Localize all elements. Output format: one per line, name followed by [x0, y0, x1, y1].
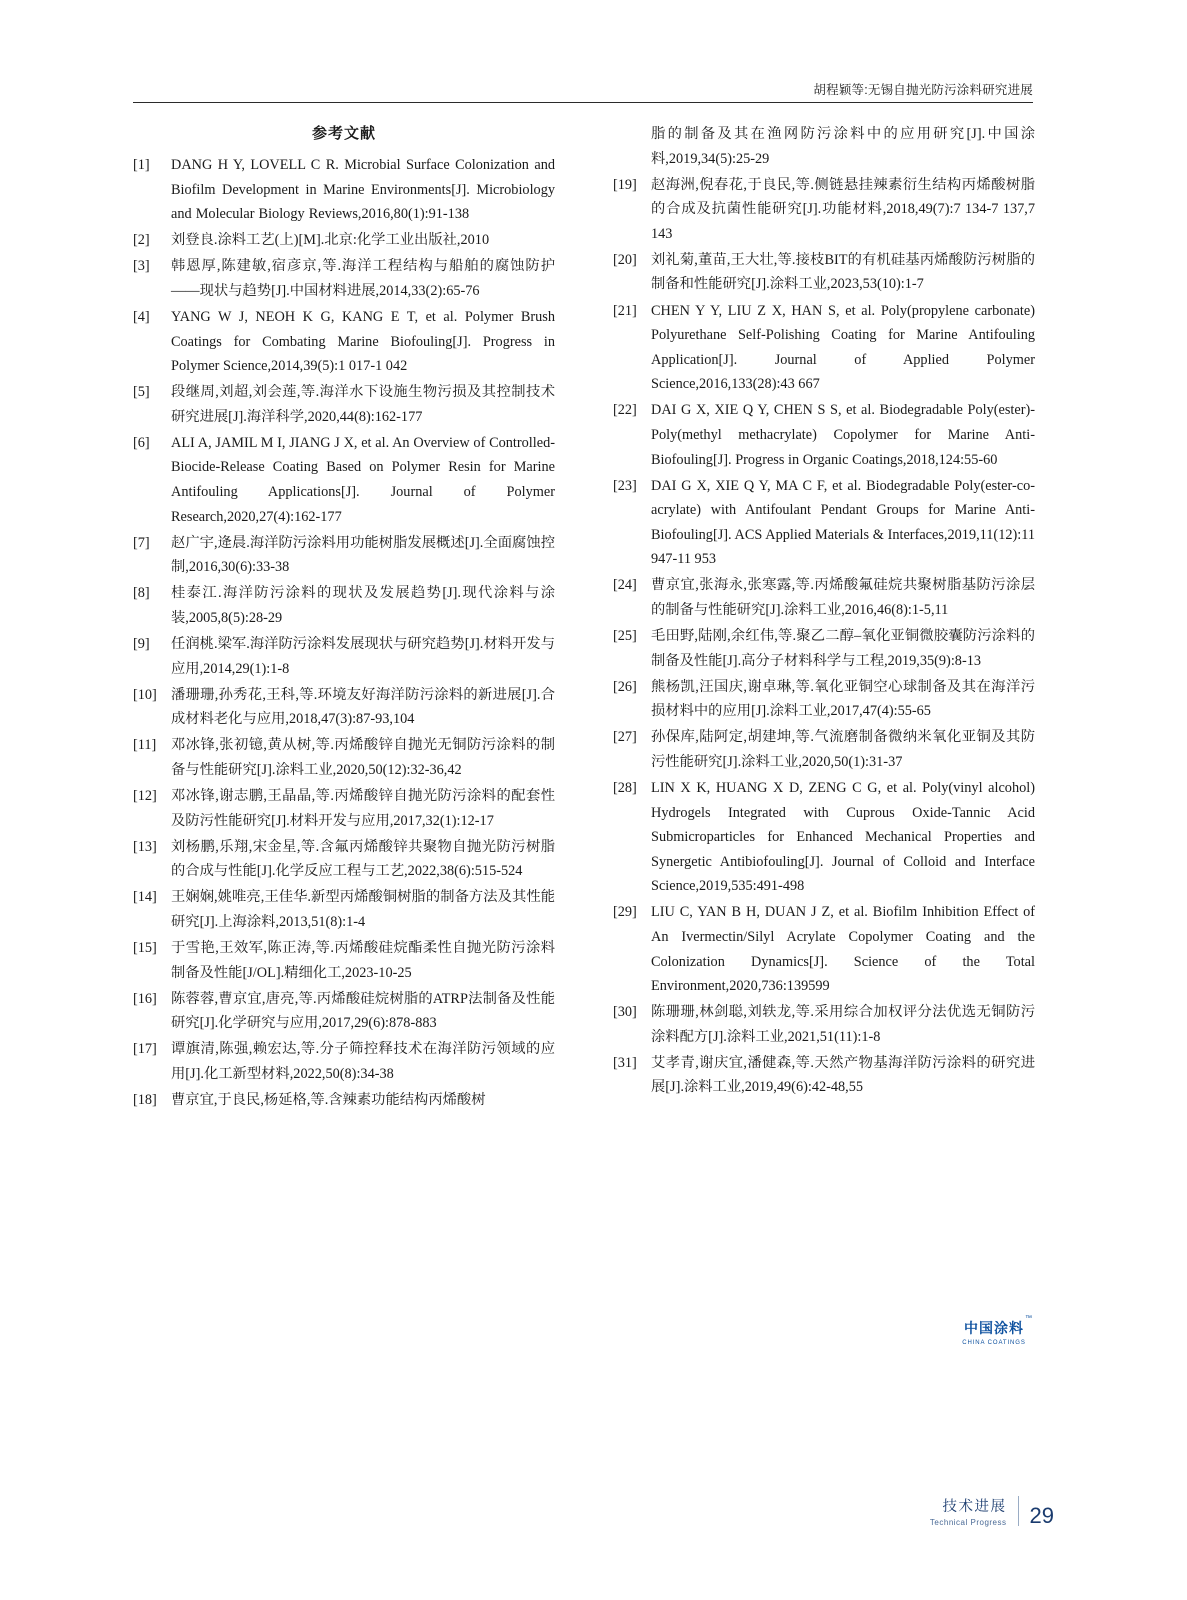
reference-text: LIU C, YAN B H, DUAN J Z, et al. Biofilm Inhibition Effect of An Ivermectin/Silyl Acrylate Copolymer Coating and the Colonization Dynamics[J]. Science of the Total Environment,2020,736:139599: [651, 904, 1035, 995]
reference-number: [24]: [613, 577, 637, 594]
reference-text: 毛田野,陆刚,余红伟,等.聚乙二醇–氧化亚铜微胶囊防污涂料的制备及性能[J].高分子材料科学与工程,2019,35(9):8-13: [651, 628, 1035, 669]
footer-section-en: Technical Progress: [929, 1518, 1007, 1527]
publisher-logo: [955, 1315, 1033, 1346]
reference-item: [613, 675, 1035, 724]
reference-item: [613, 900, 1035, 998]
reference-number: [13]: [133, 838, 157, 855]
reference-item: [133, 683, 555, 732]
reference-number: [15]: [133, 939, 157, 956]
reference-text: 曹京宜,张海永,张寒露,等.丙烯酸氟硅烷共聚树脂基防污涂层的制备与性能研究[J].涂料工业,2016,46(8):1-5,11: [651, 577, 1035, 618]
reference-number: [22]: [613, 402, 637, 419]
reference-text: 刘登良.涂料工艺(上)[M].北京:化学工业出版社,2010: [171, 232, 490, 249]
reference-item: [133, 987, 555, 1036]
reference-number: [11]: [133, 737, 157, 754]
reference-number: [1]: [133, 157, 150, 173]
reference-item: [613, 398, 1035, 472]
reference-item: [133, 431, 555, 529]
footer-section-labels: [930, 1498, 1007, 1528]
reference-number: [16]: [133, 990, 157, 1007]
reference-number: [25]: [613, 628, 637, 645]
page-footer: [930, 1496, 1054, 1528]
reference-number: [12]: [133, 787, 157, 804]
reference-item: [133, 305, 555, 379]
reference-text: 潘珊珊,孙秀花,王科,等.环境友好海洋防污涂料的新进展[J].合成材料老化与应用,2018,47(3):87-93,104: [171, 686, 555, 728]
references-heading: 参考文献: [311, 125, 376, 142]
reference-item: [613, 248, 1035, 297]
reference-text: 邓冰锋,张初镱,黄从树,等.丙烯酸锌自抛光无铜防污涂料的制备与性能研究[J].涂料工业,2020,50(12):32-36,42: [171, 737, 555, 778]
reference-text: 艾孝青,谢庆宜,潘健森,等.天然产物基海洋防污涂料的研究进展[J].涂料工业,2019,49(6):42-48,55: [651, 1054, 1035, 1096]
reference-text: CHEN Y Y, LIU Z X, HAN S, et al. Poly(propylene carbonate) Polyurethane Self-Polishing Coating for Marine Antifouling Application[J]. Journal of Applied Polymer Science,2016,133(28):43 667: [651, 302, 1035, 393]
trademark-icon: ™: [1025, 1315, 1033, 1322]
footer-divider: [1018, 1496, 1019, 1526]
reference-item: [133, 254, 555, 303]
reference-item: [133, 784, 555, 833]
reference-text: 邓冰锋,谢志鹏,王晶晶,等.丙烯酸锌自抛光防污涂料的配套性及防污性能研究[J].材料开发与应用,2017,32(1):12-17: [171, 787, 555, 829]
logo-chinese-name: [964, 1315, 1033, 1338]
reference-text: 桂泰江.海洋防污涂料的现状及发展趋势[J].现代涂料与涂装,2005,8(5):28-29: [171, 585, 555, 626]
reference-text: 陈蓉蓉,曹京宜,唐亮,等.丙烯酸硅烷树脂的ATRP法制备及性能研究[J].化学研究与应用,2017,29(6):878-883: [171, 990, 555, 1032]
reference-text: 谭旗清,陈强,赖宏达,等.分子筛控释技术在海洋防污领域的应用[J].化工新型材料,2022,50(8):34-38: [171, 1041, 555, 1082]
reference-item: [613, 624, 1035, 673]
reference-number: [23]: [613, 477, 637, 494]
reference-item: [133, 733, 555, 782]
reference-text: 赵广宇,逄晨.海洋防污涂料用功能树脂发展概述[J].全面腐蚀控制,2016,30(6):33-38: [171, 534, 555, 576]
reference-text: DANG H Y, LOVELL C R. Microbial Surface Colonization and Biofilm Development in Marine Environments[J]. Microbiology and Molecular Biology Reviews,2016,80(1):91-138: [171, 157, 555, 223]
reference-number: [8]: [133, 585, 150, 602]
reference-item: [613, 474, 1035, 572]
reference-item: [133, 632, 555, 681]
reference-item: [133, 835, 555, 884]
reference-item: [613, 299, 1035, 397]
reference-text: DAI G X, XIE Q Y, MA C F, et al. Biodegradable Poly(ester-co-acrylate) with Antifoulant Pendant Groups for Marine Anti-Biofouling[J]. ACS Applied Materials & Interfaces,2019,11(12):11 947-11 953: [651, 477, 1035, 568]
reference-text: 于雪艳,王效军,陈正涛,等.丙烯酸硅烷酯柔性自抛光防污涂料制备及性能[J/OL].精细化工,2023-10-25: [171, 939, 555, 981]
reference-item: [613, 776, 1035, 899]
reference-item: [133, 380, 555, 429]
reference-number: [28]: [613, 780, 637, 797]
reference-item: [613, 1051, 1035, 1100]
reference-number: [19]: [613, 176, 637, 193]
reference-text: 王娴娴,姚唯亮,王佳华.新型丙烯酸铜树脂的制备方法及其性能研究[J].上海涂料,2013,51(8):1-4: [171, 889, 555, 930]
reference-item: [133, 1088, 555, 1113]
reference-number: [21]: [613, 302, 637, 319]
running-header: 胡程颖等:无锡自抛光防污涂料研究进展: [813, 83, 1033, 97]
reference-text: 刘礼菊,董苗,王大壮,等.接枝BIT的有机硅基丙烯酸防污树脂的制备和性能研究[J].涂料工业,2023,53(10):1-7: [651, 251, 1035, 293]
reference-number: [18]: [133, 1091, 157, 1108]
reference-list-left: [133, 153, 555, 1112]
reference-text: YANG W J, NEOH K G, KANG E T, et al. Polymer Brush Coatings for Combating Marine Biofouling[J]. Progress in Polymer Science,2014,39(5):1 017-1 042: [171, 308, 555, 375]
reference-text: 刘杨鹏,乐翔,宋金星,等.含氟丙烯酸锌共聚物自抛光防污树脂的合成与性能[J].化学反应工程与工艺,2022,38(6):515-524: [171, 838, 555, 880]
reference-continuation: 脂的制备及其在渔网防污涂料中的应用研究[J].中国涂料,2019,34(5):25-29: [651, 126, 1035, 167]
reference-item: [133, 885, 555, 934]
reference-item: [133, 153, 555, 227]
reference-item: [613, 173, 1035, 247]
reference-item: [133, 1037, 555, 1086]
reference-number: [5]: [133, 384, 150, 401]
reference-item: [133, 531, 555, 580]
logo-english-name: CHINA COATINGS: [962, 1340, 1026, 1346]
right-column: [613, 122, 1035, 1114]
reference-number: [17]: [133, 1041, 157, 1058]
reference-number: [29]: [613, 904, 637, 921]
reference-text: 韩恩厚,陈建敏,宿彦京,等.海洋工程结构与船舶的腐蚀防护——现状与趋势[J].中国材料进展,2014,33(2):65-76: [171, 258, 555, 299]
reference-text: 任润桃.梁军.海洋防污涂料发展现状与研究趋势[J].材料开发与应用,2014,29(1):1-8: [171, 635, 555, 677]
header-divider: [133, 102, 1033, 103]
reference-number: [2]: [133, 232, 150, 249]
reference-item: [133, 581, 555, 630]
left-column: [133, 122, 555, 1114]
reference-item: [613, 1000, 1035, 1049]
reference-number: [14]: [133, 889, 157, 906]
reference-number: [20]: [613, 251, 637, 268]
reference-number: [9]: [133, 635, 150, 652]
reference-text: 陈珊珊,林剑聪,刘轶龙,等.采用综合加权评分法优选无铜防污涂料配方[J].涂料工业,2021,51(11):1-8: [651, 1004, 1035, 1045]
reference-list-right: [613, 173, 1035, 1100]
reference-item: [613, 725, 1035, 774]
reference-item: [613, 573, 1035, 622]
reference-item: [133, 936, 555, 985]
reference-number: [30]: [613, 1004, 637, 1021]
reference-number: [7]: [133, 534, 150, 551]
reference-number: [31]: [613, 1054, 637, 1071]
two-column-body: [133, 122, 1035, 1114]
reference-item: [133, 228, 555, 253]
reference-number: [6]: [133, 434, 150, 451]
reference-text: DAI G X, XIE Q Y, CHEN S S, et al. Biodegradable Poly(ester)-Poly(methyl methacrylate) Copolymer for Marine Anti-Biofouling[J]. Progress in Organic Coatings,2018,124:55-60: [651, 402, 1035, 468]
reference-text: 熊杨凯,汪国庆,谢卓琳,等.氧化亚铜空心球制备及其在海洋污损材料中的应用[J].涂料工业,2017,47(4):55-65: [651, 678, 1035, 720]
reference-text: 孙保库,陆阿定,胡建坤,等.气流磨制备微纳米氧化亚铜及其防污性能研究[J].涂料工业,2020,50(1):31-37: [651, 729, 1035, 770]
reference-text: ALI A, JAMIL M I, JIANG J X, et al. An Overview of Controlled-Biocide-Release Coating Based on Polymer Resin for Marine Antifouling Applications[J]. Journal of Polymer Research,2020,27(4):162-177: [171, 434, 555, 525]
reference-text: 段继周,刘超,刘会莲,等.海洋水下设施生物污损及其控制技术研究进展[J].海洋科学,2020,44(8):162-177: [171, 384, 555, 425]
reference-number: [4]: [133, 308, 150, 325]
reference-text: LIN X K, HUANG X D, ZENG C G, et al. Poly(vinyl alcohol) Hydrogels Integrated with Cuprous Oxide-Tannic Acid Submicroparticles for Enhanced Mechanical Properties and Synergetic Antibiofouling[J]. Journal of Colloid and Interface Science,2019,535:491-498: [651, 780, 1035, 895]
reference-number: [3]: [133, 258, 150, 275]
footer-section-cn: 技术进展: [942, 1498, 1007, 1515]
reference-number: [10]: [133, 686, 157, 703]
reference-text: 曹京宜,于良民,杨延格,等.含辣素功能结构丙烯酸树: [171, 1091, 486, 1108]
reference-number: [27]: [613, 729, 637, 746]
logo-chinese-text: 中国涂料: [964, 1320, 1024, 1336]
reference-text: 赵海洲,倪春花,于良民,等.侧链悬挂辣素衍生结构丙烯酸树脂的合成及抗菌性能研究[J].功能材料,2018,49(7):7 134-7 137,7 143: [651, 176, 1035, 242]
reference-number: [26]: [613, 678, 637, 695]
page-number: 29: [1029, 1503, 1054, 1528]
